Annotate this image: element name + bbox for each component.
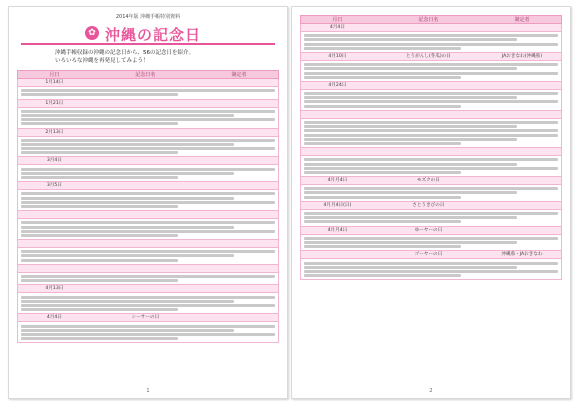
text-line-placeholder — [21, 192, 275, 195]
entry-header — [17, 182, 279, 190]
text-line-placeholder — [304, 163, 517, 166]
entry-name — [91, 129, 200, 136]
entry-name — [91, 100, 200, 107]
entry-header — [17, 285, 279, 293]
entry-row — [17, 79, 279, 100]
page-title: 沖縄の記念日 — [105, 26, 202, 44]
entry-name: ゴーヤーの日 — [414, 252, 443, 258]
entry-org — [200, 100, 278, 107]
text-line-placeholder — [304, 63, 558, 66]
text-line-placeholder — [21, 205, 178, 208]
entry-date: 4月4日 — [46, 315, 62, 321]
text-line-placeholder — [21, 308, 178, 311]
entry-list — [300, 24, 562, 280]
column-date: 月日 — [49, 72, 60, 78]
column-org: 制定者 — [514, 17, 530, 23]
column-date: 月日 — [332, 17, 343, 23]
text-line-placeholder — [21, 110, 275, 113]
entry-description — [300, 61, 562, 82]
entry-name — [374, 82, 483, 89]
entry-header — [17, 240, 279, 248]
text-line-placeholder — [21, 168, 275, 171]
text-line-placeholder — [304, 121, 558, 124]
entry-row — [300, 227, 562, 252]
text-line-placeholder — [21, 329, 234, 332]
entry-list — [17, 79, 279, 343]
text-line-placeholder — [304, 125, 517, 128]
entry-header — [300, 53, 562, 61]
entry-description — [17, 137, 279, 158]
entry-header — [17, 265, 279, 273]
page-number: 2 — [429, 388, 433, 394]
text-line-placeholder — [21, 254, 234, 257]
column-name: 記念日名 — [135, 72, 156, 78]
entry-description — [17, 87, 279, 100]
text-line-placeholder — [21, 201, 275, 204]
text-line-placeholder — [304, 237, 558, 240]
entry-description — [300, 235, 562, 252]
text-line-placeholder — [21, 172, 234, 175]
entry-date — [301, 251, 374, 258]
text-line-placeholder — [21, 300, 234, 303]
entry-header — [300, 177, 562, 185]
text-line-placeholder — [21, 226, 234, 229]
entry-row — [17, 157, 279, 182]
flower-icon: ✿ — [85, 26, 99, 40]
entry-name: ゆーヤーの日 — [414, 227, 443, 233]
text-line-placeholder — [21, 333, 275, 336]
entry-header — [17, 211, 279, 219]
entry-row — [17, 285, 279, 314]
text-line-placeholder — [304, 34, 558, 37]
text-line-placeholder — [21, 89, 275, 92]
text-line-placeholder — [21, 93, 178, 96]
entry-org — [200, 240, 278, 247]
entry-row — [300, 53, 562, 82]
entry-date: 4月4日 — [329, 25, 345, 30]
entry-row — [17, 314, 279, 343]
entry-description — [17, 219, 279, 240]
text-line-placeholder — [21, 143, 234, 146]
entry-name — [91, 157, 200, 164]
text-line-placeholder — [21, 230, 275, 233]
entry-header — [17, 79, 279, 87]
entry-row — [300, 251, 562, 280]
text-line-placeholder — [304, 138, 517, 141]
entry-date: 4月13日 — [45, 286, 64, 292]
text-line-placeholder — [21, 279, 178, 282]
entry-row — [17, 100, 279, 129]
entry-description — [300, 90, 562, 111]
entry-name: モズクの日 — [416, 178, 440, 184]
text-line-placeholder — [304, 274, 461, 277]
text-line-placeholder — [21, 325, 275, 328]
entry-name: シーサーの日 — [131, 315, 160, 321]
entry-date — [301, 148, 374, 155]
entry-org: JAおきなわ(沖縄県) — [501, 53, 543, 59]
text-line-placeholder — [21, 122, 178, 125]
text-line-placeholder — [21, 234, 178, 237]
entry-org — [200, 129, 278, 136]
text-line-placeholder — [304, 100, 558, 103]
entry-name — [374, 111, 483, 118]
entry-description — [17, 273, 279, 286]
text-line-placeholder — [304, 43, 558, 46]
text-line-placeholder — [304, 212, 558, 215]
entry-org — [200, 211, 278, 218]
text-line-placeholder — [21, 147, 275, 150]
entry-org — [483, 148, 561, 155]
entry-header — [17, 314, 279, 322]
entry-org — [483, 227, 561, 234]
entry-row — [300, 177, 562, 202]
text-line-placeholder — [21, 151, 178, 154]
document-header: 2014年版 沖縄手帳特別資料 — [115, 14, 181, 20]
page-number: 1 — [146, 388, 150, 394]
entry-date: 1月14日 — [45, 80, 64, 85]
text-line-placeholder — [304, 129, 558, 132]
entry-row — [17, 182, 279, 211]
entry-date: 4月月4日 — [327, 178, 348, 184]
entry-date — [301, 111, 374, 118]
entry-org — [483, 24, 561, 31]
entry-date: 4月10日 — [328, 53, 347, 59]
entry-date: 3月4日 — [46, 158, 62, 164]
entry-date — [18, 265, 91, 272]
text-line-placeholder — [304, 134, 558, 137]
text-line-placeholder — [304, 266, 517, 269]
text-line-placeholder — [304, 187, 558, 190]
entry-header — [300, 24, 562, 32]
intro-line: 沖縄手帳収録の沖縄の記念日から、56の記念日を紹介。 — [55, 50, 195, 56]
text-line-placeholder — [304, 142, 461, 145]
text-line-placeholder — [21, 275, 275, 278]
entry-date — [18, 211, 91, 218]
column-name: 記念日名 — [418, 17, 439, 23]
entry-org — [200, 285, 278, 292]
entry-row — [17, 265, 279, 286]
text-line-placeholder — [304, 171, 461, 174]
entry-header — [17, 100, 279, 108]
text-line-placeholder — [304, 47, 461, 50]
column-header — [300, 15, 562, 24]
title-banner — [21, 23, 275, 45]
text-line-placeholder — [304, 92, 558, 95]
text-line-placeholder — [304, 216, 517, 219]
text-line-placeholder — [304, 245, 461, 248]
text-line-placeholder — [304, 76, 461, 79]
entry-org — [200, 314, 278, 321]
entry-description — [17, 190, 279, 211]
text-line-placeholder — [21, 176, 178, 179]
entry-org — [200, 182, 278, 189]
text-line-placeholder — [21, 337, 178, 340]
entry-date — [18, 240, 91, 247]
entry-row — [17, 240, 279, 265]
entry-header — [300, 148, 562, 156]
entry-date: 2月13日 — [45, 129, 64, 135]
text-line-placeholder — [304, 67, 517, 70]
text-line-placeholder — [304, 105, 461, 108]
entry-date: 4月24日 — [328, 82, 347, 88]
intro-line: いろいろな沖縄を再発見してみよう！ — [55, 58, 149, 64]
entry-org — [483, 82, 561, 89]
text-line-placeholder — [304, 270, 558, 273]
text-line-placeholder — [304, 158, 558, 161]
text-line-placeholder — [304, 96, 517, 99]
entry-row — [300, 148, 562, 177]
column-org: 制定者 — [231, 72, 247, 78]
text-line-placeholder — [21, 304, 275, 307]
text-line-placeholder — [304, 38, 517, 41]
entry-name — [91, 182, 200, 189]
entry-org — [200, 79, 278, 86]
left-page — [8, 6, 288, 399]
text-line-placeholder — [21, 118, 275, 121]
text-line-placeholder — [304, 191, 517, 194]
text-line-placeholder — [304, 241, 517, 244]
entry-description — [300, 259, 562, 280]
text-line-placeholder — [304, 72, 558, 75]
entry-description — [300, 119, 562, 148]
entry-row — [300, 82, 562, 111]
entry-row — [300, 111, 562, 148]
entry-date: 1月21日 — [45, 100, 64, 106]
text-line-placeholder — [21, 250, 275, 253]
text-line-placeholder — [304, 220, 461, 223]
entry-date: 4月月4日 — [327, 227, 348, 233]
entry-description — [17, 108, 279, 129]
entry-description — [300, 185, 562, 202]
entry-org — [483, 202, 561, 209]
entry-name: さとうきびの日 — [412, 202, 445, 208]
text-line-placeholder — [21, 197, 234, 200]
entry-org — [200, 157, 278, 164]
entry-description — [300, 156, 562, 177]
entry-description — [17, 165, 279, 182]
entry-header — [17, 129, 279, 137]
entry-name — [91, 240, 200, 247]
text-line-placeholder — [304, 262, 558, 265]
entry-org — [483, 111, 561, 118]
text-line-placeholder — [21, 259, 178, 262]
entry-row — [300, 24, 562, 53]
entry-row — [300, 202, 562, 227]
entry-name — [374, 24, 483, 31]
entry-name: とうがんし(冬瓜)の日 — [405, 53, 451, 59]
entry-header — [300, 227, 562, 235]
column-header — [17, 70, 279, 79]
entry-header — [300, 202, 562, 210]
text-line-placeholder — [304, 167, 558, 170]
entry-name — [91, 285, 200, 292]
entry-org — [200, 265, 278, 272]
text-line-placeholder — [304, 196, 461, 199]
entry-row — [17, 211, 279, 240]
text-line-placeholder — [21, 139, 275, 142]
text-line-placeholder — [21, 114, 234, 117]
entry-header — [17, 157, 279, 165]
entry-description — [17, 322, 279, 343]
entry-description — [17, 248, 279, 265]
entry-org: 沖縄県・JAおきなわ — [501, 252, 543, 258]
text-line-placeholder — [21, 296, 275, 299]
entry-row — [17, 129, 279, 158]
entry-name — [91, 211, 200, 218]
entry-name — [91, 265, 200, 272]
right-page — [291, 6, 571, 399]
intro-text — [9, 49, 287, 67]
entry-header — [300, 82, 562, 90]
entry-header — [300, 251, 562, 259]
entry-name — [374, 148, 483, 155]
entry-description — [17, 293, 279, 314]
entry-header — [300, 111, 562, 119]
entry-date: 3月5日 — [46, 183, 62, 189]
entry-org — [483, 177, 561, 184]
entry-description — [300, 210, 562, 227]
entry-date: 4月月4日(日) — [323, 202, 352, 208]
entry-description — [300, 32, 562, 53]
entry-name — [91, 79, 200, 86]
text-line-placeholder — [21, 221, 275, 224]
